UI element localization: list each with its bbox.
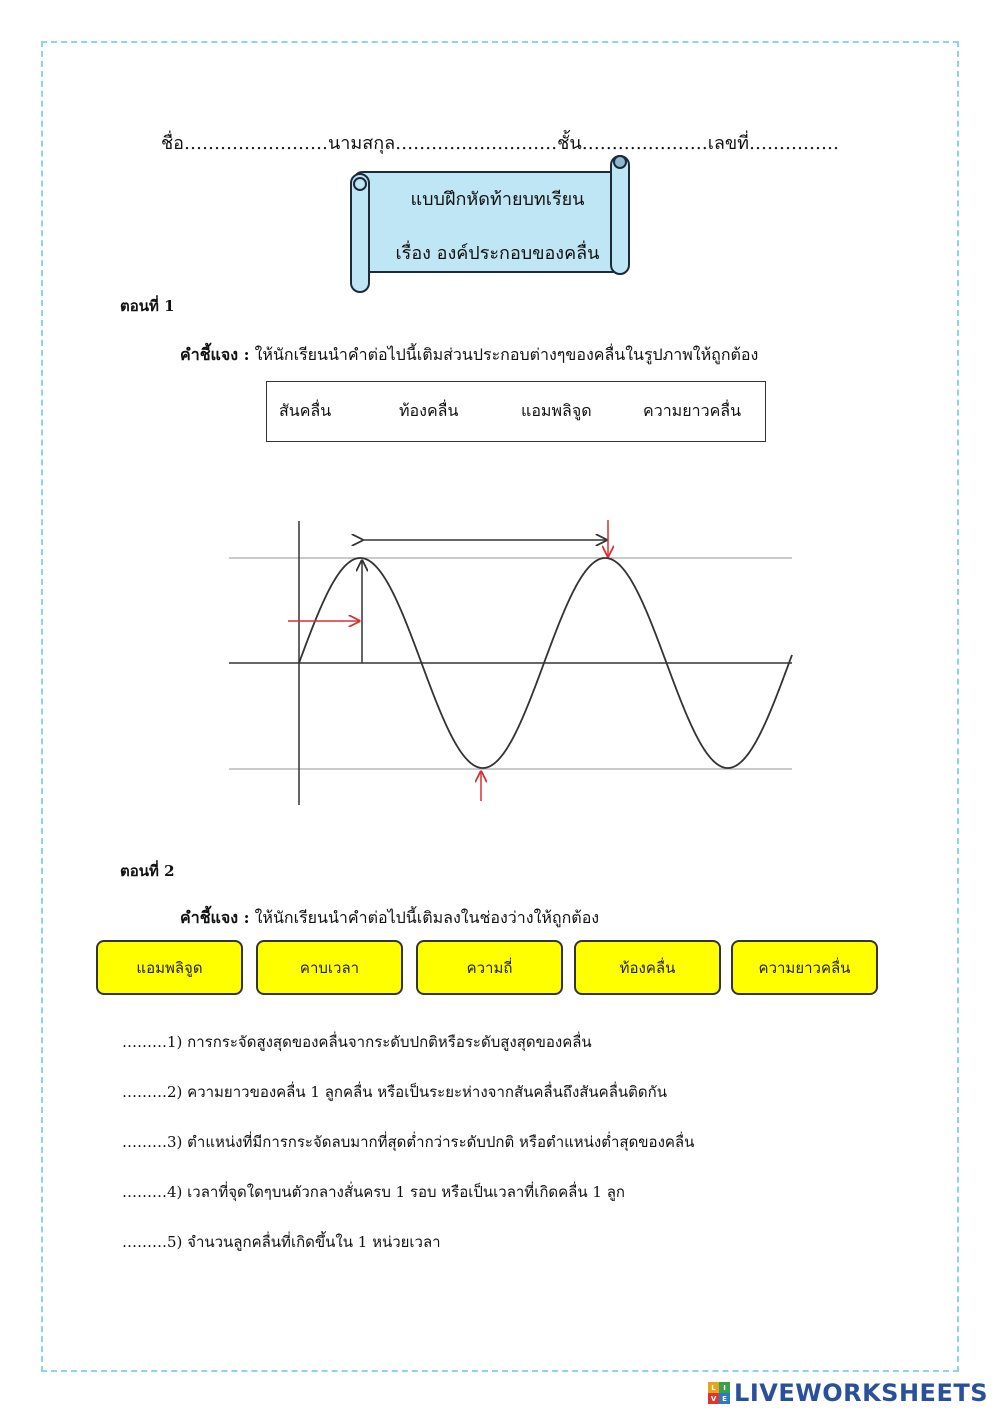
part2-instruction-text: ให้นักเรียนนำคำต่อไปนี้เติมลงในช่องว่างให้ถูกต้อง [249,908,600,927]
worksheet-topic: เรื่อง องค์ประกอบของคลื่น [395,243,600,264]
liveworksheets-logo [708,1378,988,1408]
worksheet-title: แบบฝึกหัดท้ายบทเรียน [410,189,585,210]
wave-diagram [0,500,1000,810]
word-bank-item[interactable]: ความยาวคลื่น [643,401,742,420]
part2-heading: ตอนที่ 2 [120,862,175,880]
question-5: ………5) จำนวนลูกคลื่นที่เกิดขึ้นใน 1 หน่วยเวลา [122,1233,441,1251]
choice-chip[interactable]: ความถี่ [416,940,563,995]
part1-heading: ตอนที่ 1 [120,297,175,315]
word-bank-item[interactable]: สันคลื่น [279,401,332,420]
choice-chip[interactable]: ท้องคลื่น [574,940,721,995]
student-info-line: ชื่อ……………………นามสกุล………………………ชั้น…………………เลขที่…………… [160,133,840,154]
part1-instruction-label: คำชี้แจง : [180,345,250,364]
part1-instruction-text: ให้นักเรียนนำคำต่อไปนี้เติมส่วนประกอบต่างๆของคลื่นในรูปภาพให้ถูกต้อง [249,345,759,364]
question-2: ………2) ความยาวของคลื่น 1 ลูกคลื่น หรือเป็นระยะห่างจากสันคลื่นถึงสันคลื่นติดกัน [122,1083,667,1101]
title-scroll-banner [345,152,635,297]
logo-text: LIVEWORKSHEETS [734,1379,988,1407]
choice-chip[interactable]: แอมพลิจูด [96,940,243,995]
choice-chip[interactable]: ความยาวคลื่น [731,940,878,995]
question-4: ………4) เวลาที่จุดใดๆบนตัวกลางสั่นครบ 1 รอบ หรือเป็นเวลาที่เกิดคลื่น 1 ลูก [122,1183,625,1201]
question-3: ………3) ตำแหน่งที่มีการกระจัดลบมากที่สุดต่ำกว่าระดับปกติ หรือตำแหน่งต่ำสุดของคลื่น [122,1133,695,1151]
word-bank-box [266,381,766,442]
part2-instruction-label: คำชี้แจง : [180,908,250,927]
word-bank-item[interactable]: แอมพลิจูด [521,401,592,420]
part1-instruction [180,343,758,368]
choice-chip[interactable]: คาบเวลา [256,940,403,995]
logo-badge-icon: L I V E [708,1382,730,1404]
word-bank-item[interactable]: ท้องคลื่น [399,401,459,420]
part2-instruction [180,906,599,931]
question-1: ………1) การกระจัดสูงสุดของคลื่นจากระดับปกติหรือระดับสูงสุดของคลื่น [122,1033,592,1051]
